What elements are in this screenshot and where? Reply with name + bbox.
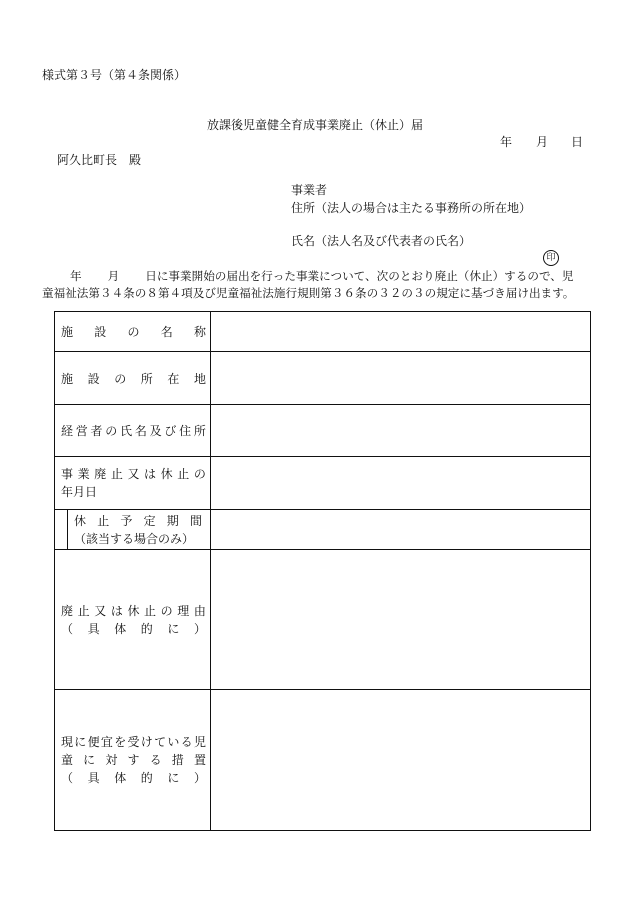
label-char: 所 <box>140 371 153 386</box>
label-char: 廃 <box>61 603 74 618</box>
label-char: を <box>114 735 127 749</box>
spread-facility-location <box>61 370 206 387</box>
label-char: 現 <box>61 735 74 749</box>
spread-closure-date <box>61 465 206 483</box>
body-line1-rest: 日に事業開始の届出を行った事業について、次のとおり廃止（休止）するので、児 <box>145 269 574 283</box>
seal-mark-icon: 印 <box>543 250 559 266</box>
label-char: る <box>149 753 162 767</box>
label-char: 定 <box>143 513 156 528</box>
label-char: 廃 <box>94 467 107 481</box>
label-char: 対 <box>105 753 118 767</box>
label-suspension-period <box>55 510 211 550</box>
field-suspension-period[interactable] <box>211 510 591 550</box>
label-char: 氏 <box>120 424 133 438</box>
closure-date-line2: 年月日 <box>61 485 98 499</box>
date-month-label: 月 <box>536 135 549 149</box>
spread-suspension-period <box>74 512 206 530</box>
date-year-label: 年 <box>500 135 513 149</box>
label-char: 設 <box>87 371 100 386</box>
label-char: 体 <box>114 771 127 785</box>
label-char: 由 <box>193 603 206 618</box>
label-char: い <box>167 735 180 749</box>
notification-table <box>54 311 591 831</box>
field-reason[interactable] <box>211 550 591 690</box>
label-char: 止 <box>110 467 123 481</box>
label-char: 者 <box>90 424 103 438</box>
label-char: 称 <box>193 325 206 339</box>
label-char: 止 <box>177 467 190 481</box>
label-char: 受 <box>127 735 140 749</box>
label-char: 具 <box>87 621 100 636</box>
label-char: 施 <box>61 371 74 386</box>
row-reason <box>55 550 591 690</box>
label-char: 期 <box>166 513 179 528</box>
label-char: 地 <box>193 371 206 386</box>
label-char: は <box>110 603 123 618</box>
spread-measures-2 <box>61 751 206 769</box>
spread-measures-specific <box>61 769 206 787</box>
label-char: 的 <box>140 771 153 785</box>
label-char: 止 <box>77 603 90 618</box>
label-char: 便 <box>87 735 100 749</box>
label-char: 業 <box>77 467 90 481</box>
body-line2: 童福祉法第３４条の８第４項及び児童福祉法施行規則第３６条の３２の３の規定に基づき届け出ます。 <box>42 286 575 300</box>
label-char: に <box>167 771 180 785</box>
label-operator <box>55 405 211 457</box>
row-facility-name <box>55 312 591 352</box>
label-char: 具 <box>87 771 100 785</box>
label-reason <box>55 550 211 690</box>
spread-measures-1 <box>61 733 206 751</box>
label-measures <box>55 690 211 831</box>
field-facility-location[interactable] <box>211 352 591 405</box>
spread-reason-specific <box>61 620 206 638</box>
field-closure-date[interactable] <box>211 457 591 510</box>
document-title: 放課後児童健全育成事業廃止（休止）届 <box>206 118 423 132</box>
body-month: 月 <box>107 269 120 283</box>
label-char: の <box>105 424 118 438</box>
field-facility-name[interactable] <box>211 312 591 352</box>
label-char: 休 <box>74 513 87 528</box>
label-closure-date <box>55 457 211 510</box>
label-char: 童 <box>61 753 74 767</box>
label-char: 的 <box>140 621 153 636</box>
label-char: の <box>127 325 140 339</box>
label-char: 及 <box>149 424 162 438</box>
business-address-label: 住所（法人の場合は主たる事務所の所在地） <box>291 201 532 215</box>
label-char: す <box>127 753 140 767</box>
label-char: 住 <box>179 424 192 438</box>
label-char: ） <box>193 621 206 636</box>
label-char: 止 <box>144 603 157 618</box>
suspension-period-note: （該当する場合のみ） <box>74 531 195 546</box>
label-char: （ <box>61 771 74 785</box>
label-char: に <box>83 753 96 767</box>
label-char: 措 <box>171 753 184 767</box>
label-char: て <box>154 735 167 749</box>
label-char: 理 <box>177 603 190 618</box>
row-facility-location <box>55 352 591 405</box>
label-char: 児 <box>193 735 206 749</box>
label-char: の <box>114 371 127 386</box>
label-char: び <box>164 424 177 438</box>
label-char: ） <box>193 771 206 785</box>
label-char: の <box>193 467 206 481</box>
date-day-label: 日 <box>571 135 584 149</box>
label-char: 事 <box>61 467 74 481</box>
label-char: 又 <box>127 467 140 481</box>
label-char: 設 <box>94 325 107 339</box>
label-char: 又 <box>94 603 107 618</box>
spread-facility-name <box>61 323 206 340</box>
row-operator <box>55 405 591 457</box>
row-suspension-period <box>55 510 591 550</box>
label-char: 予 <box>120 513 133 528</box>
label-char: （ <box>61 621 74 636</box>
label-char: 所 <box>193 424 206 438</box>
label-char: 休 <box>127 603 140 618</box>
label-char: 止 <box>97 513 110 528</box>
form-number: 様式第３号（第４条関係） <box>42 68 187 82</box>
body-year: 年 <box>70 269 82 283</box>
label-char: の <box>160 603 173 618</box>
label-char: 施 <box>61 325 74 339</box>
label-char: 在 <box>167 371 180 386</box>
label-char: 置 <box>193 753 206 767</box>
label-char: に <box>167 621 180 636</box>
label-char: 休 <box>160 467 173 481</box>
label-facility-name <box>55 312 211 352</box>
label-char: は <box>144 467 157 481</box>
label-char: 経 <box>61 424 74 438</box>
label-char: に <box>74 735 87 749</box>
spread-operator <box>61 422 206 439</box>
label-facility-location <box>55 352 211 405</box>
label-char: 営 <box>75 424 88 438</box>
field-operator[interactable] <box>211 405 591 457</box>
row-closure-date <box>55 457 591 510</box>
spread-reason <box>61 602 206 620</box>
label-char: 間 <box>189 513 202 528</box>
label-char: け <box>140 735 153 749</box>
addressee: 阿久比町長 殿 <box>57 153 142 167</box>
label-char: 体 <box>114 621 127 636</box>
business-name-label: 氏名（法人名及び代表者の氏名） <box>291 234 472 248</box>
declaration-text <box>42 268 602 302</box>
label-char: る <box>180 735 193 749</box>
business-operator-label: 事業者 <box>291 183 328 197</box>
row-measures <box>55 690 591 831</box>
label-char: 名 <box>134 424 147 438</box>
field-measures[interactable] <box>211 690 591 831</box>
label-char: 名 <box>160 325 173 339</box>
label-char: 宜 <box>100 735 113 749</box>
